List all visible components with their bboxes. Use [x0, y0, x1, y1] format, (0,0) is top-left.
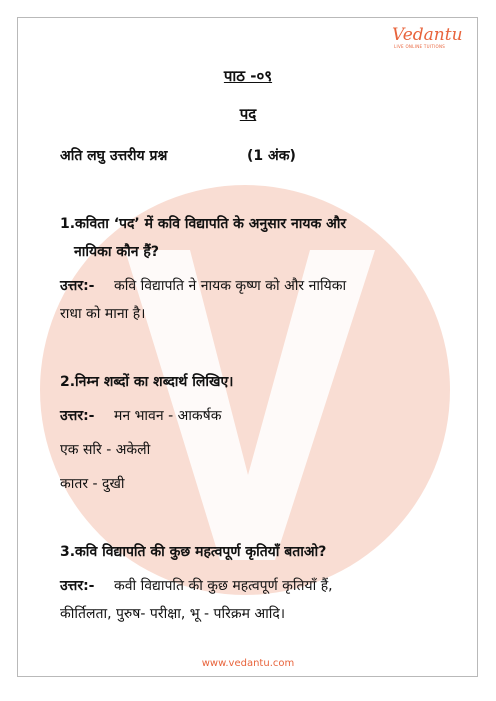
answer-2-line-2: एक सरि - अकेली	[60, 442, 151, 458]
answer-1-label: उत्तर:-	[60, 278, 95, 294]
question-1-line-1: 1.कविता ‘पद’ में कवि विद्यापति के अनुसार नायक और	[60, 216, 347, 232]
answer-3-line-2: कीर्तिलता, पुरुष- परीक्षा, भू - परिक्रम आदि।	[60, 606, 286, 622]
footer-website-link[interactable]: www.vedantu.com	[201, 658, 295, 669]
chapter-title: पद	[239, 105, 257, 123]
answer-1-line-1: कवि विद्यापति ने नायक कृष्ण को और नायिका	[114, 278, 347, 294]
lesson-number: पाठ -०९	[223, 67, 273, 85]
marks-label: (1 अंक)	[247, 148, 296, 164]
answer-2-line-1: मन भावन - आकर्षक	[114, 408, 222, 424]
answer-3-label: उत्तर:-	[60, 578, 95, 594]
question-1-line-2: नायिका कौन हैं?	[74, 244, 159, 260]
logo-tagline: LIVE ONLINE TUITIONS	[394, 44, 446, 49]
logo-brand: Vedantu	[392, 25, 463, 45]
answer-1-line-2: राधा को माना है।	[60, 306, 146, 322]
vedantu-logo	[392, 26, 464, 49]
section-heading: अति लघु उत्तरीय प्रश्न	[60, 148, 168, 164]
question-2: 2.निम्न शब्दों का शब्दार्थ लिखिए।	[60, 374, 234, 390]
question-3: 3.कवि विद्यापति की कुछ महत्वपूर्ण कृतियाँ बताओ?	[60, 544, 327, 560]
answer-3-line-1: कवी विद्यापति की कुछ महत्वपूर्ण कृतियाँ हैं,	[114, 578, 333, 594]
answer-2-label: उत्तर:-	[60, 408, 95, 424]
answer-2-line-3: कातर - दुखी	[60, 476, 125, 492]
